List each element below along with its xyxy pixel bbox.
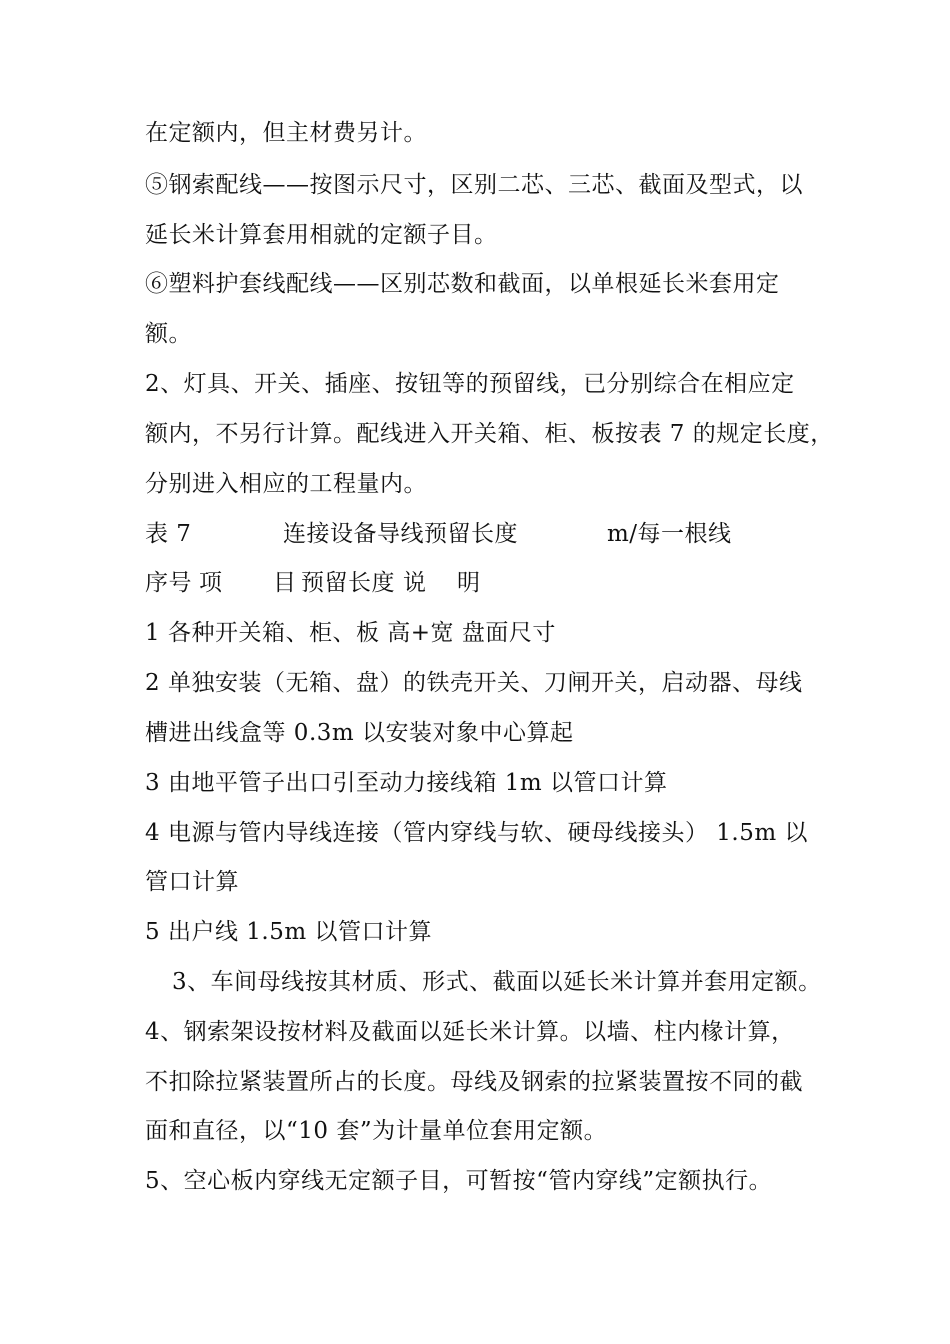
table-row: 1 各种开关箱、柜、板 高+宽 盘面尺寸 [145, 620, 556, 646]
table-row: 4 电源与管内导线连接（管内穿线与软、硬母线接头） 1.5m 以 [145, 820, 808, 846]
table-label: 表 7 [145, 521, 192, 547]
table-title: 连接设备导线预留长度 [283, 521, 518, 547]
table-header-row [145, 568, 745, 598]
paragraph-line: 额。 [145, 321, 192, 347]
table-header-cell: 序号 [145, 570, 192, 596]
paragraph-line: 在定额内，但主材费另计。 [145, 120, 427, 146]
paragraph-line: 2、灯具、开关、插座、按钮等的预留线，已分别综合在相应定 [145, 371, 795, 397]
paragraph-line: 5、空心板内穿线无定额子目，可暂按“管内穿线”定额执行。 [145, 1168, 773, 1194]
table-header-cell: 明 [457, 570, 481, 596]
table-header-cell: 目 [273, 570, 297, 596]
table-caption [145, 519, 745, 549]
paragraph-line: 4、钢索架设按材料及截面以延长米计算。以墙、柱内椽计算， [145, 1019, 795, 1045]
table-header-cell: 项 [199, 570, 223, 596]
paragraph-line: 延长米计算套用相就的定额子目。 [145, 222, 498, 248]
table-header-cell: 预留长度 [301, 570, 395, 596]
paragraph-line: 3、车间母线按其材质、形式、截面以延长米计算并套用定额。 [172, 969, 822, 995]
table-row: 槽进出线盒等 0.3m 以安装对象中心算起 [145, 720, 574, 746]
table-row: 2 单独安装（无箱、盘）的铁壳开关、刀闸开关，启动器、母线 [145, 670, 803, 696]
paragraph-line: ⑤钢索配线——按图示尺寸，区别二芯、三芯、截面及型式，以 [145, 172, 803, 198]
paragraph-line: 额内，不另行计算。配线进入开关箱、柜、板按表 7 的规定长度， [145, 421, 834, 447]
table-row: 5 出户线 1.5m 以管口计算 [145, 919, 432, 945]
paragraph-line: 面和直径，以“10 套”为计量单位套用定额。 [145, 1118, 608, 1144]
table-unit: m/每一根线 [607, 521, 732, 547]
paragraph-line: 分别进入相应的工程量内。 [145, 471, 427, 497]
table-row: 3 由地平管子出口引至动力接线箱 1m 以管口计算 [145, 770, 668, 796]
table-row: 管口计算 [145, 869, 239, 895]
paragraph-line: 不扣除拉紧装置所占的长度。母线及钢索的拉紧装置按不同的截 [145, 1069, 803, 1095]
table-header-cell: 说 [403, 570, 427, 596]
paragraph-line: ⑥塑料护套线配线——区别芯数和截面，以单根延长米套用定 [145, 271, 780, 297]
